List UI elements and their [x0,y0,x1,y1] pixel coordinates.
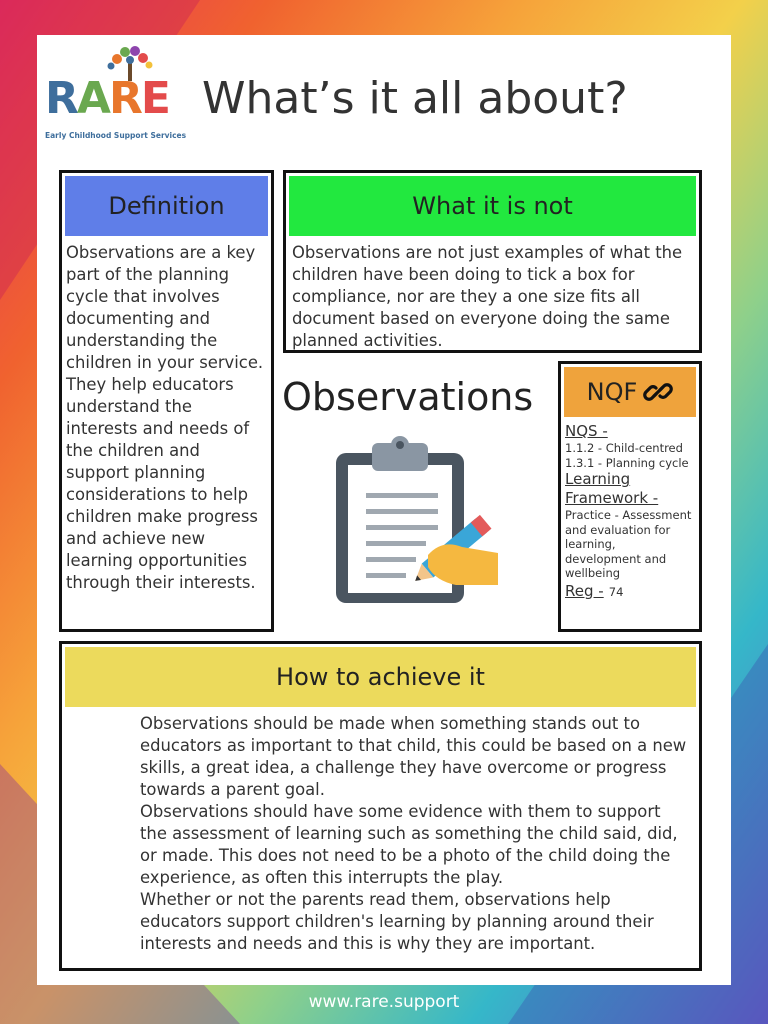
reg-line [565,581,623,600]
poster-page [37,35,731,985]
nqf-content [561,420,699,602]
learning-framework-label: Framework - [565,489,659,507]
footer-url[interactable]: www.rare.support [308,992,460,1012]
how-to-achieve-text [62,710,699,955]
what-it-is-not-text: Observations are not just examples of what the children have been doing to tick a box for compliance, nor are they a one size fits all document based on everyone doing the same planned activities. [292,243,683,350]
link-icon [643,377,673,407]
learning-framework-label: Learning [565,470,631,488]
definition-box [59,170,274,632]
framework-text: Practice - Assessment and evaluation for learning, development and wellbeing [565,508,692,580]
how-paragraph: Observations should be made when something stands out to educators as important to that child, this could be based on a new skills, a great idea, a challenge they have overcome or progress towards a parent goal. [140,714,687,799]
nqf-box [558,361,702,632]
what-it-is-not-box [283,170,702,353]
nqf-heading [564,367,696,417]
nqs-item: 1.1.2 - Child-centred [565,441,683,455]
nqf-heading-label: NQF [586,378,638,406]
how-paragraph: Whether or not the parents read them, observations help educators support children's learning by planning around their interests and needs and this is why they are important. [140,890,654,953]
rare-logo [45,45,195,140]
definition-heading: Definition [65,176,268,236]
observations-title: Observations [282,375,534,419]
logo-subtitle: Early Childhood Support Services [45,131,187,140]
how-paragraph: Observations should have some evidence with them to support the assessment of learning such as something the child said, did, or made. This does not need to be a photo of the child doing the experience, as often this interrupts the play. [140,802,678,887]
reg-label: Reg - [565,581,604,600]
nqs-item: 1.3.1 - Planning cycle [565,455,689,470]
reg-value: 74 [608,584,624,599]
how-to-achieve-heading: How to achieve it [65,647,696,707]
nqs-label: NQS - [565,422,608,440]
how-to-achieve-box [59,641,702,971]
what-it-is-not-heading: What it is not [289,176,696,236]
page-title: What’s it all about? [202,73,628,124]
definition-text: Observations are a key part of the planning cycle that involves documenting and understanding the children in your service. They help educators understand the interests and needs of the children and support planning considerations to help children make progress and achieve new learning opportunities through their interests. [66,243,264,592]
clipboard-pencil-icon [332,435,502,607]
logo-wordmark: RARE [45,73,169,124]
